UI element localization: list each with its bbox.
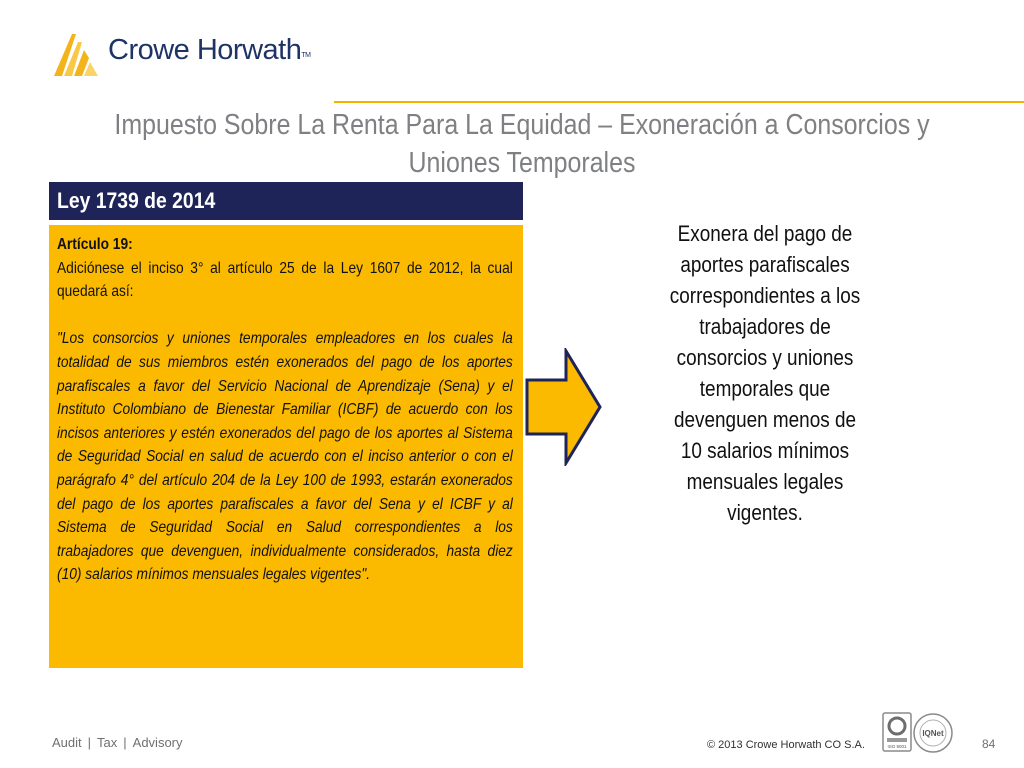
- separator: |: [87, 735, 92, 750]
- icontec-certification-icon: [882, 712, 912, 752]
- brand-name: Crowe HorwathTM: [108, 34, 311, 66]
- separator: |: [123, 735, 127, 750]
- copyright: © 2013 Crowe Horwath CO S.A.: [707, 739, 865, 751]
- iqnet-certification-icon: [912, 712, 954, 754]
- article-title: Artículo 19:: [57, 236, 133, 253]
- slide-title: Impuesto Sobre La Renta Para La Equidad – Exoneración a Consorcios y Uniones Temporales: [114, 109, 930, 179]
- law-header-label: Ley 1739 de 2014: [57, 188, 216, 213]
- trademark: TM: [301, 52, 311, 59]
- right-arrow-icon: [524, 348, 604, 466]
- header-divider: [334, 101, 1024, 103]
- brand-logo: [52, 32, 322, 80]
- crowe-horwath-logo-icon: [52, 32, 102, 78]
- article-quote: "Los consorcios y uniones temporales empleadores en los cuales la totalidad de sus miembros estén exonerados del pago de los aportes parafiscales a favor del Servicio Nacional de Aprendizaje (Sena) y el Instituto Colombiano de Bienestar Familiar (ICBF) de acuerdo con los incisos anteriores y estén exonerados del pago de los aportes al Sistema de Seguridad Social en salud de acuerdo con el inciso anterior o con el parágrafo 4° del artículo 204 de la Ley 100 de 1993, estarán exonerados del pago de los aportes parafiscales a favor del Sena y el ICBF y al Sistema de Seguridad Social en Salud correspondientes a los trabajadores que devenguen, individualmente considerados, hasta diez (10) salarios mínimos mensuales legales vigentes".: [57, 330, 513, 584]
- article-intro: Adiciónese el inciso 3° al artículo 25 de la Ley 1607 de 2012, la cual quedará así:: [57, 259, 513, 301]
- article-box: [49, 225, 523, 668]
- cert-label: ISO 9001: [887, 744, 907, 749]
- service-advisory: Advisory: [132, 735, 183, 750]
- cert-label: IQNet: [922, 729, 944, 738]
- service-tax: Tax: [97, 735, 118, 750]
- service-audit: Audit: [52, 735, 82, 750]
- footer-services: [52, 735, 183, 750]
- summary-text: Exonera del pago de aportes parafiscales correspondientes a los trabajadores de consorcios y uniones temporales que devenguen menos de 10 salarios mínimos mensuales legales vigentes.: [669, 221, 861, 525]
- page-number: 84: [982, 737, 996, 751]
- law-header: [49, 182, 523, 220]
